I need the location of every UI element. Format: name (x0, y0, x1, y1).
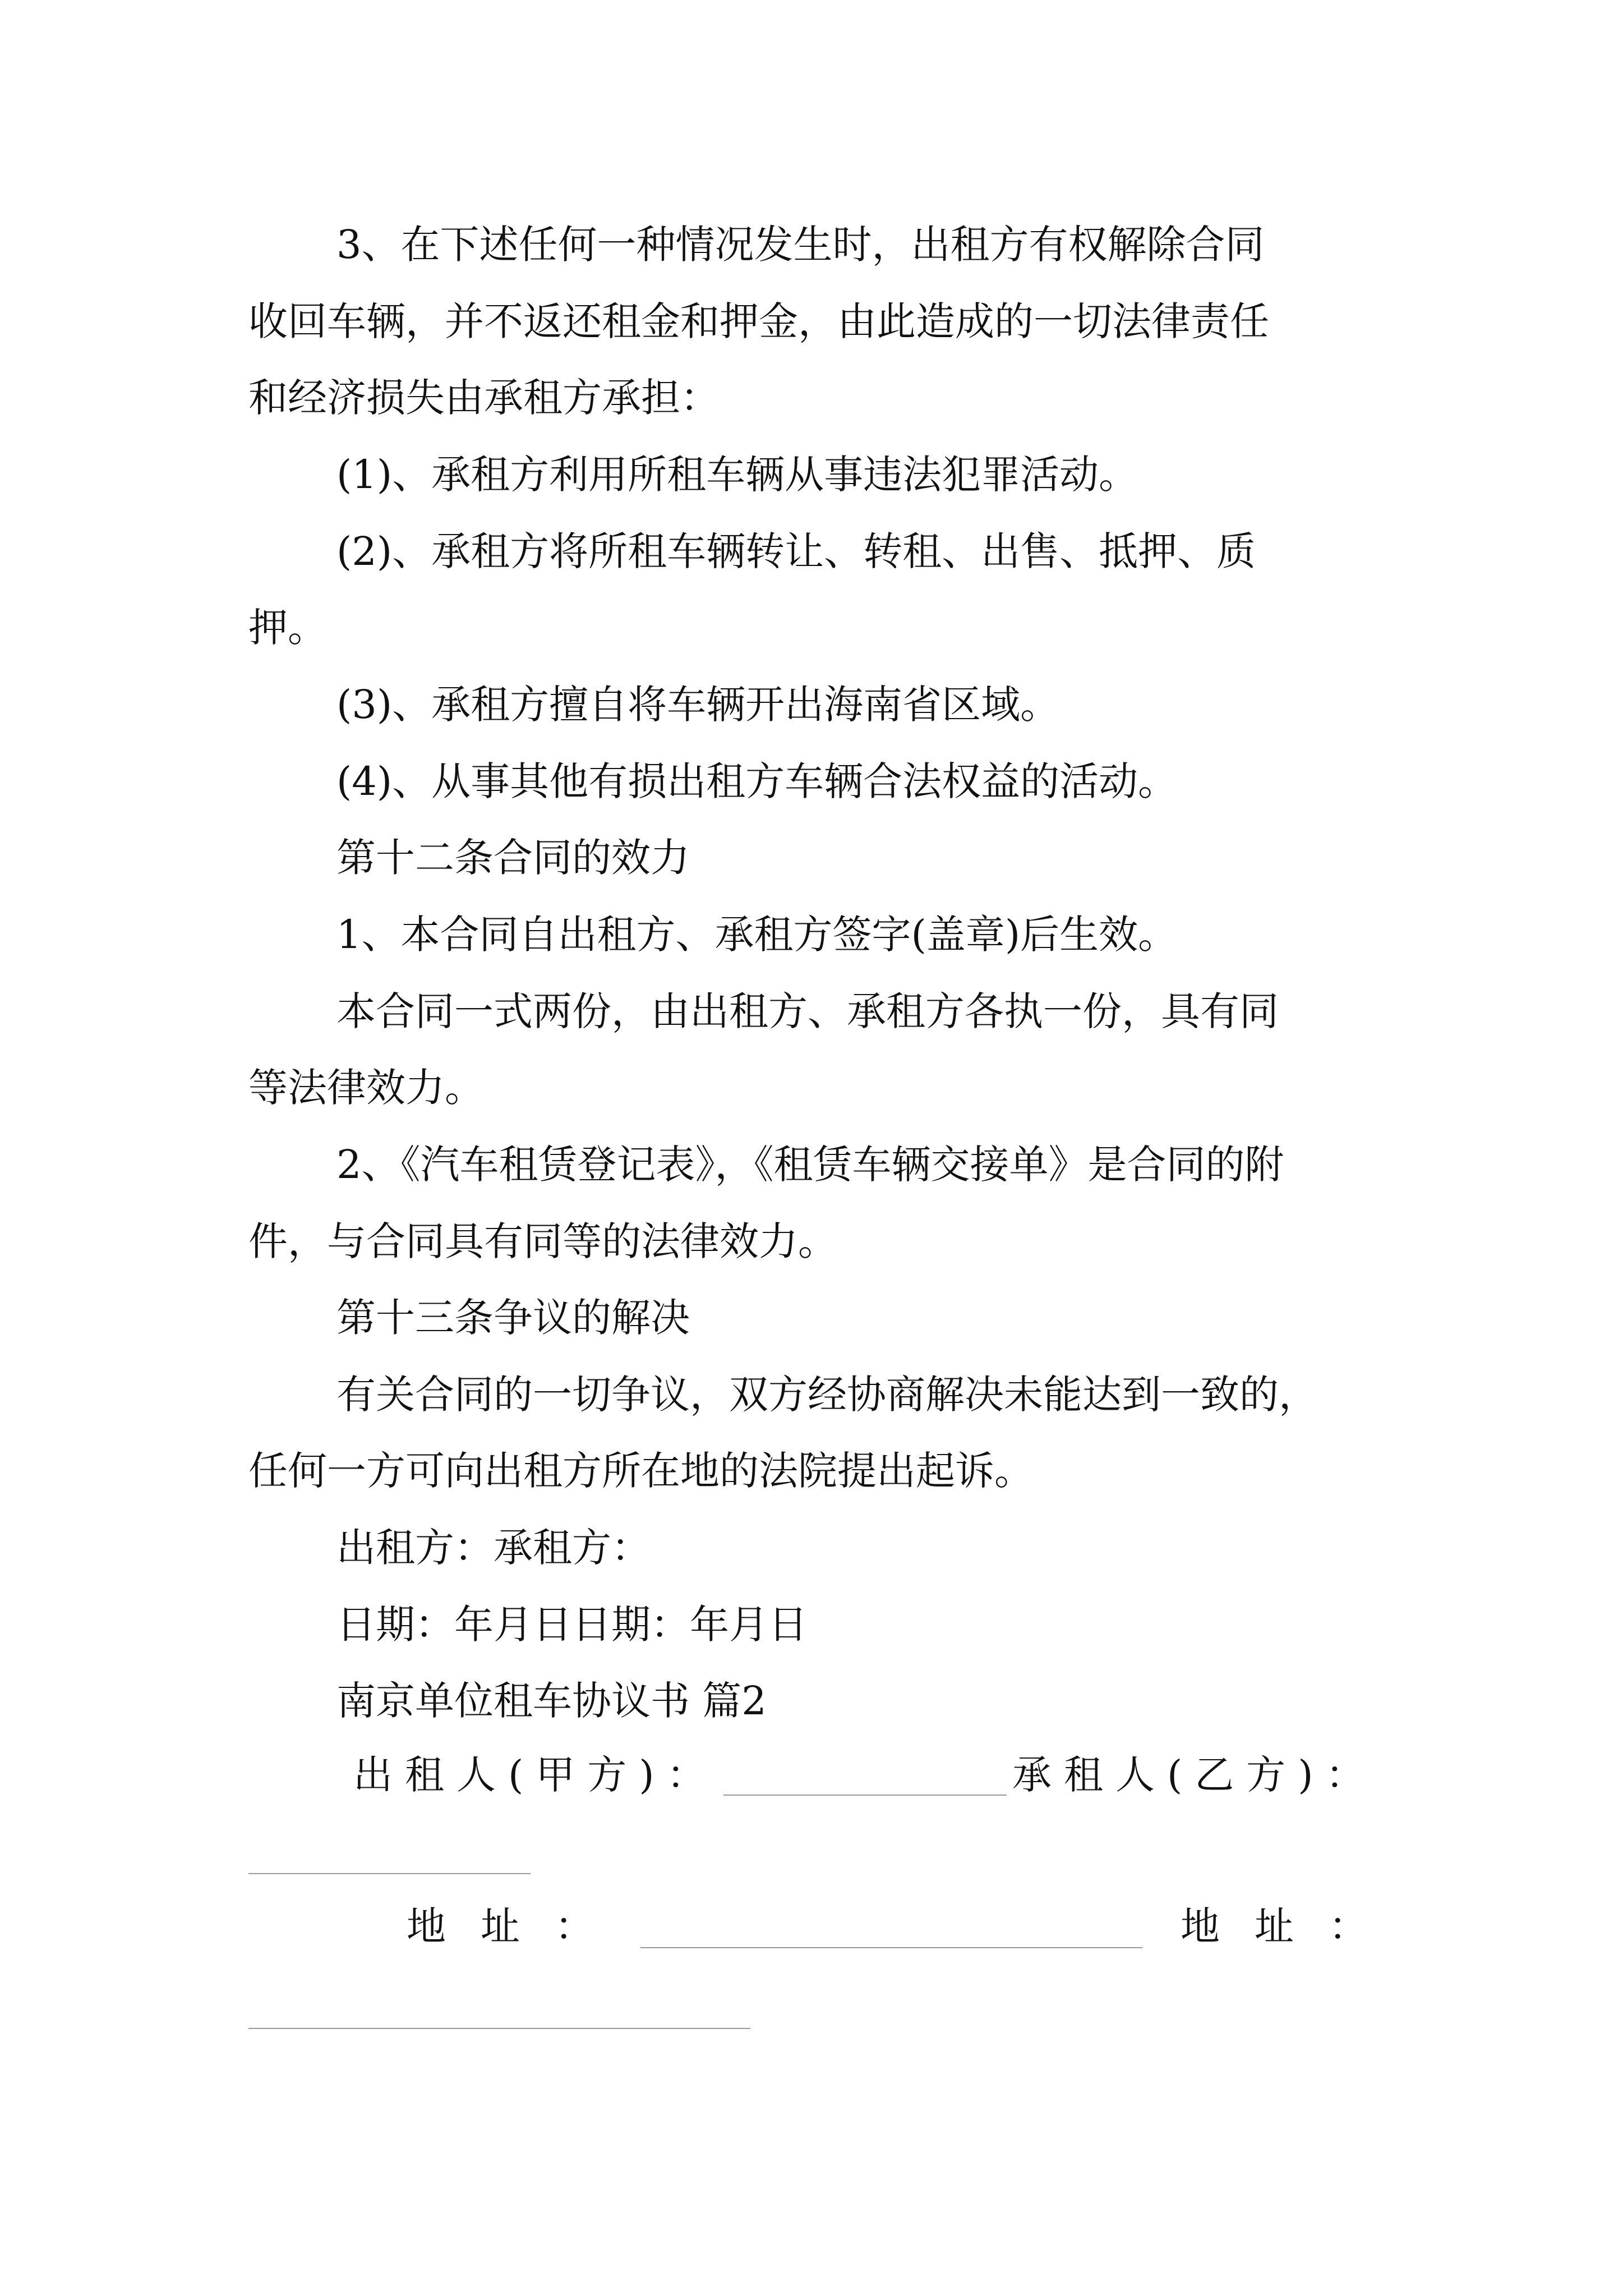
section-heading: 第十三条争议的解决 (336, 1295, 690, 1341)
paragraph-line: 件，与合同具有同等的法律效力。 (248, 1218, 837, 1264)
paragraph-line: (4)、从事其他有损出租方车辆合法权益的活动。 (336, 758, 1178, 804)
date-line: 日期：年月日日期：年月日 (336, 1602, 808, 1648)
section-heading: 第十二条合同的效力 (336, 835, 690, 881)
paragraph-line: (3)、承租方擅自将车辆开出海南省区域。 (336, 682, 1060, 728)
lessor-label: 出租人(甲方)： (353, 1752, 718, 1798)
paragraph-line: (2)、承租方将所租车辆转让、转租、出售、抵押、质 (336, 528, 1256, 574)
paragraph-line: 有关合同的一切争议，双方经协商解决未能达到一致的， (336, 1372, 1318, 1418)
document-heading: 南京单位租车协议书 篇2 (336, 1678, 767, 1724)
paragraph-line: 本合同一式两份，由出租方、承租方各执一份，具有同 (336, 988, 1279, 1034)
paragraph-line: 任何一方可向出租方所在地的法院提出起诉。 (248, 1448, 1034, 1494)
address-label-lessor: 地址： (407, 1903, 629, 1949)
paragraph-line: 等法律效力。 (248, 1065, 484, 1111)
paragraph-line: 收回车辆，并不返还租金和押金，由此造成的一切法律责任 (248, 298, 1269, 344)
lessee-label: 承租人(乙方)： (1012, 1752, 1377, 1798)
paragraph-line: 1、本合同自出租方、承租方签字(盖章)后生效。 (336, 912, 1178, 958)
paragraph-line: 押。 (248, 605, 327, 651)
lessee-blank-line (248, 1873, 531, 1874)
address-blank-line-lessor (640, 1947, 1142, 1948)
signature-line: 出租方：承租方： (336, 1525, 651, 1571)
lessor-blank-line (723, 1795, 1007, 1796)
paragraph-line: (1)、承租方利用所租车辆从事违法犯罪活动。 (336, 452, 1138, 498)
paragraph-line: 和经济损失由承租方承担： (248, 375, 720, 421)
paragraph-line: 3、在下述任何一种情况发生时，出租方有权解除合同 (336, 222, 1265, 268)
address-label-lessee: 地址： (1181, 1903, 1403, 1949)
paragraph-line: 2、《汽车租赁登记表》，《租赁车辆交接单》是合同的附 (336, 1142, 1284, 1188)
address-blank-line-lessee (248, 2028, 750, 2029)
